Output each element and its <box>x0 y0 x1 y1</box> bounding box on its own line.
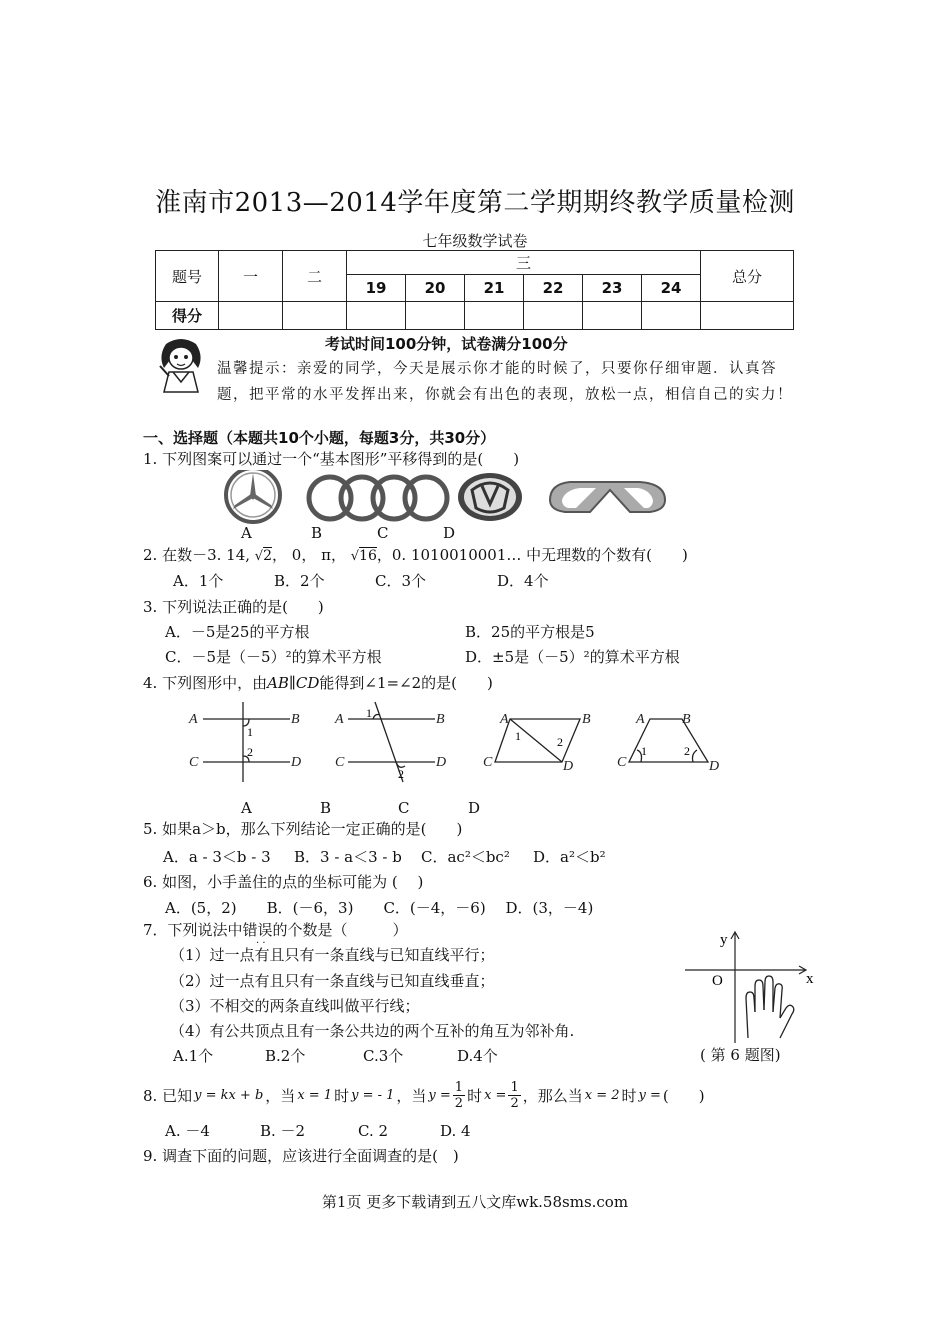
q2-stem <box>143 545 688 567</box>
q4-fig-angle: 2 <box>247 745 253 759</box>
q4-label-c: C <box>398 799 410 817</box>
q4-fig-angle: 1 <box>247 725 253 739</box>
q4-stem <box>143 673 493 693</box>
score-cell <box>283 302 347 330</box>
q1-label-d: D <box>443 524 456 542</box>
score-table-header-defen: 得分 <box>156 302 219 330</box>
q4-fig-letter: A <box>500 712 509 727</box>
q1-label-c: C <box>377 524 389 542</box>
q8-stem-a: 8. 已知 <box>143 1086 193 1105</box>
tip-line-2: 题，把平常的水平发挥出来，你就会有出色的表现，放松一点，相信自己的实力！ <box>217 387 793 403</box>
score-cell <box>465 302 524 330</box>
q2-sqrt2: 2 <box>263 548 273 564</box>
q3-option-d: D．±5是（－5）²的算术平方根 <box>465 648 680 666</box>
logo-a-icon <box>226 470 280 522</box>
q8-stem-e: 时 <box>467 1086 483 1105</box>
score-table-header-tihao: 题号 <box>156 251 219 302</box>
q8-x2: x = 2 <box>584 1087 620 1103</box>
score-table-header-yi: 一 <box>219 251 283 302</box>
score-cell <box>347 302 406 330</box>
q2-option-b: B．2个 <box>274 572 325 590</box>
fraction-numerator: 1 <box>510 1080 519 1095</box>
q8-y-half: y = <box>428 1087 451 1103</box>
q3-option-c: C．－5是（－5）²的算术平方根 <box>165 648 382 666</box>
fraction-denominator: 2 <box>510 1096 519 1111</box>
q1-label-a: A <box>241 524 252 542</box>
q8-eq: y = kx + b <box>194 1087 264 1103</box>
q4-fig-angle: 1 <box>366 706 372 720</box>
logo-c-icon <box>458 473 522 521</box>
q8-fraction <box>508 1080 520 1111</box>
q3-option-a: A．－5是25的平方根 <box>165 623 310 641</box>
q4-fig-angle: 2 <box>557 735 563 749</box>
q6-figure <box>680 928 820 1048</box>
q8-x1: x = 1 <box>297 1087 333 1103</box>
q4-fig-letter: B <box>291 712 300 727</box>
q2-option-a: A．1个 <box>173 572 224 590</box>
q8-y1: y = - 1 <box>351 1087 395 1103</box>
q4-fig-letter: A <box>636 712 645 727</box>
hand-icon <box>746 976 794 1038</box>
q4-fig-letter: C <box>335 755 345 770</box>
q2-stem-b: ， 0， π， <box>272 546 351 564</box>
q8-y-q: y = <box>638 1087 661 1103</box>
q5-option-a: A．a - 3＜b - 3 <box>163 848 271 866</box>
q4-fig-letter: A <box>335 712 344 727</box>
q8-stem-d: ，当 <box>396 1086 427 1105</box>
q7-item-2: （2）过一点有且只有一条直线与已知直线垂直； <box>170 972 495 990</box>
q1-logos <box>220 470 680 525</box>
score-table-col: 24 <box>642 275 701 302</box>
q2-stem-a: 2. 在数－3. 14, <box>143 546 255 564</box>
q1-label-b: B <box>311 524 323 542</box>
q8-stem-f: ，那么当 <box>522 1086 583 1105</box>
score-cell <box>701 302 794 330</box>
q3-stem: 3. 下列说法正确的是( ) <box>143 598 324 616</box>
q7-item-1: （1）过一点有且只有一条直线与已知直线平行； <box>170 946 495 964</box>
q6-origin: O <box>712 973 723 989</box>
q4-fig-letter: C <box>617 755 627 770</box>
page-title: 淮南市2013—2014学年度第二学期期终教学质量检测 <box>155 188 795 218</box>
paper-subtitle: 七年级数学试卷 <box>422 232 528 250</box>
q4-fig-angle: 2 <box>398 767 404 781</box>
q4-figure-a <box>203 702 290 782</box>
q4-fig-letter: A <box>189 712 198 727</box>
section-heading: 一、选择题（本题共10个小题，每题3分，共30分） <box>143 429 496 447</box>
q5-stem: 5. 如果a＞b，那么下列结论一定正确的是( ) <box>143 820 463 838</box>
q4-stem-ab: AB∥CD <box>267 674 320 692</box>
score-cell <box>583 302 642 330</box>
score-table-col: 22 <box>524 275 583 302</box>
q4-fig-letter: D <box>436 755 447 770</box>
emphasis-dots: · · <box>256 938 266 949</box>
logo-d-icon <box>550 482 665 512</box>
score-table-col: 19 <box>347 275 406 302</box>
sqrt-sign: √ <box>254 549 264 564</box>
q4-fig-letter: D <box>563 759 574 774</box>
q4-fig-letter: D <box>291 755 302 770</box>
q4-stem-b: 能得到∠1=∠2的是( ) <box>319 674 493 692</box>
exam-info: 考试时间100分钟，试卷满分100分 <box>325 335 568 353</box>
page-footer: 第1页 更多下载请到五八文库wk.58sms.com <box>321 1193 629 1211</box>
q7-stem: 7．下列说法中错误的个数是（ ） <box>143 921 408 939</box>
cartoon-girl-icon <box>152 336 210 394</box>
tip-line-1: 温馨提示：亲爱的同学，今天是展示你才能的时候了，只要你仔细审题．认真答 <box>217 361 777 377</box>
q6-axis-x: x <box>806 971 814 987</box>
score-table-col: 21 <box>465 275 524 302</box>
q3-option-b: B．25的平方根是5 <box>465 623 595 641</box>
score-table-col: 20 <box>406 275 465 302</box>
score-table-col: 23 <box>583 275 642 302</box>
score-table-header-total: 总分 <box>701 251 794 302</box>
q4-fig-letter: B <box>582 712 591 727</box>
score-table-header-er: 二 <box>283 251 347 302</box>
score-table <box>155 250 794 330</box>
q8-option-b: B. －2 <box>260 1122 306 1140</box>
q6-options: A．(5，2) B．(－6，3) C．(－4，－6) D．(3，－4) <box>165 899 594 917</box>
q4-label-a: A <box>241 799 252 817</box>
q8-x-half: x = <box>484 1087 507 1103</box>
q8-option-c: C. 2 <box>358 1122 389 1140</box>
fraction-denominator: 2 <box>454 1096 464 1111</box>
q8-stem-g: 时 <box>621 1086 637 1105</box>
q4-fig-letter: B <box>436 712 445 727</box>
q2-option-d: D．4个 <box>497 572 549 590</box>
q7-item-4: （4）有公共顶点且有一条公共边的两个互补的角互为邻补角. <box>170 1022 575 1040</box>
q2-option-c: C．3个 <box>375 572 427 590</box>
score-cell <box>406 302 465 330</box>
q4-fig-letter: B <box>682 712 691 727</box>
score-cell <box>524 302 583 330</box>
score-cell <box>219 302 283 330</box>
sqrt-sign: √ <box>350 549 360 564</box>
q4-fig-angle: 1 <box>515 729 521 743</box>
q4-fig-letter: D <box>709 759 720 774</box>
q8-fraction <box>453 1080 465 1111</box>
q8-option-d: D. 4 <box>440 1122 471 1140</box>
q2-stem-c: ，0. 1010010001… 中无理数的个数有( ) <box>376 546 688 564</box>
q8-option-a: A. －4 <box>165 1122 210 1140</box>
q8-stem-b: ，当 <box>265 1086 296 1105</box>
q8-paren: ( ) <box>662 1086 705 1105</box>
q2-sqrt16: 16 <box>359 548 377 564</box>
q4-label-d: D <box>468 799 481 817</box>
q4-figures <box>185 700 730 785</box>
q4-fig-letter: C <box>189 755 199 770</box>
q7-option-a: A.1个 <box>173 1047 214 1065</box>
q6-figure-caption: ( 第 6 题图) <box>700 1046 781 1064</box>
q7-item-3: （3）不相交的两条直线叫做平行线； <box>170 997 420 1015</box>
q4-fig-angle: 2 <box>684 744 690 758</box>
q4-label-b: B <box>320 799 332 817</box>
q5-option-c: C．ac²＜bc² <box>421 848 510 866</box>
q6-stem: 6. 如图，小手盖住的点的坐标可能为 ( ) <box>143 873 424 891</box>
q4-figure-b <box>348 702 435 782</box>
fraction-numerator: 1 <box>454 1080 464 1095</box>
q5-option-d: D．a²＜b² <box>533 848 606 866</box>
score-cell <box>642 302 701 330</box>
q8-stem <box>143 1080 705 1111</box>
q4-stem-a: 4. 下列图形中，由 <box>143 674 268 692</box>
q1-stem: 1. 下列图案可以通过一个“基本图形”平移得到的是( ) <box>143 450 520 468</box>
q4-fig-letter: C <box>483 755 493 770</box>
q5-option-b: B．3 - a＜3 - b <box>294 848 402 866</box>
q9-stem: 9. 调查下面的问题，应该进行全面调查的是( ) <box>143 1147 459 1165</box>
logo-b-icon <box>309 477 447 519</box>
q4-fig-angle: 1 <box>641 744 647 758</box>
score-table-header-san: 三 <box>347 251 701 275</box>
q7-option-b: B.2个 <box>265 1047 306 1065</box>
q7-option-d: D.4个 <box>457 1047 498 1065</box>
q7-option-c: C.3个 <box>363 1047 404 1065</box>
q6-axis-y: y <box>720 932 728 948</box>
q8-stem-c: 时 <box>334 1086 350 1105</box>
